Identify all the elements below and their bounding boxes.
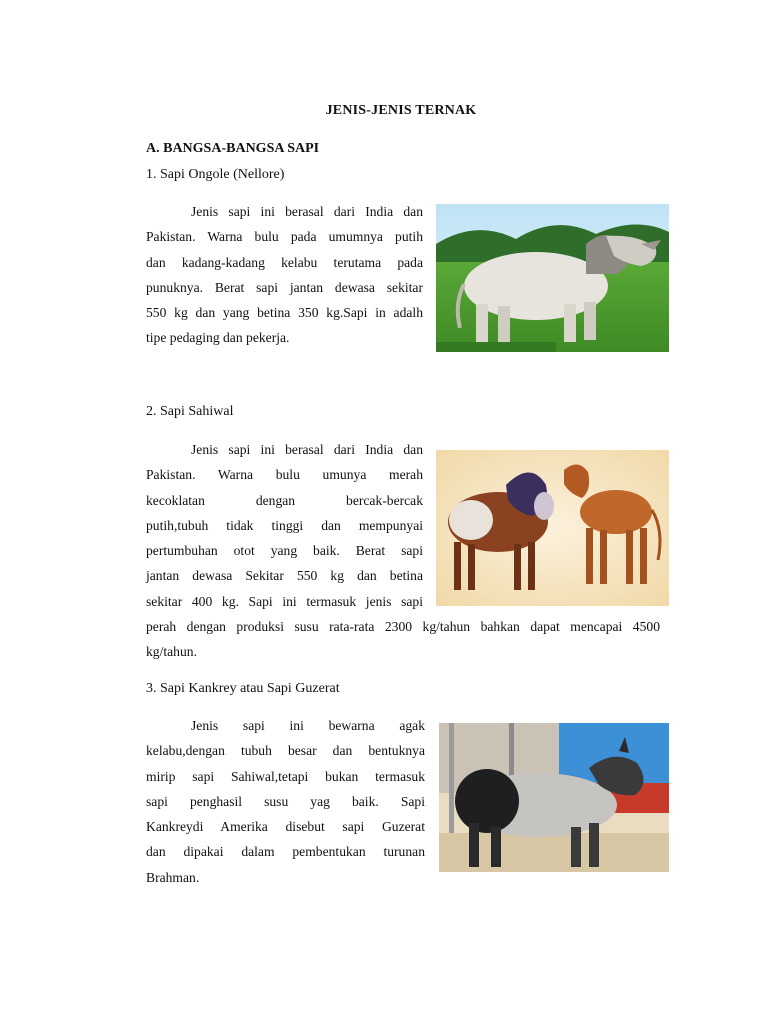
paragraph-line: jantan dewasa Sekitar 550 kg dan betina (146, 568, 423, 584)
paragraph-line: perah dengan produksi susu rata-rata 2300 kg/tahun bahkan dapat mencapai 4500 (146, 619, 660, 634)
ongole-cattle-photo (436, 204, 669, 352)
paragraph-line: sapi penghasil susu yag baik. Sapi (146, 793, 425, 809)
paragraph-line: Jenis sapi ini bewarna agak (191, 718, 425, 733)
paragraph-line: Jenis sapi ini berasal dari India dan (191, 442, 423, 457)
item-2-paragraph-continued (146, 614, 660, 665)
paragraph-line: Kankreydi Amerika disebut sapi Guzerat (146, 819, 425, 835)
item-3-heading: 3. Sapi Kankrey atau Sapi Guzerat (146, 681, 340, 696)
paragraph-line: Pakistan. Warna bulu umunya merah (146, 467, 423, 483)
section-heading: A. BANGSA-BANGSA SAPI (146, 141, 320, 156)
paragraph-line: mirip sapi Sahiwal,tetapi bukan termasuk (146, 768, 425, 784)
paragraph-line: pertumbuhan otot yang baik. Berat sapi (146, 543, 423, 559)
paragraph-line: dan dipakai dalam pembentukan turunan (146, 844, 425, 860)
paragraph-line: Pakistan. Warna bulu pada umumnya putih (146, 229, 423, 245)
page-title: JENIS-JENIS TERNAK (325, 103, 477, 118)
item-3-paragraph (146, 713, 425, 890)
item-1-paragraph (146, 199, 423, 351)
paragraph-line: sekitar 400 kg. Sapi ini termasuk jenis sapi (146, 593, 423, 609)
paragraph-line: putih,tubuh tidak tinggi dan mempunyai (146, 517, 423, 533)
paragraph-line: punuknya. Berat sapi jantan dewasa sekitar (146, 279, 423, 295)
paragraph-line: tipe pedaging dan pekerja. (146, 330, 290, 346)
paragraph-line: Jenis sapi ini berasal dari India dan (191, 204, 423, 219)
paragraph-line: Brahman. (146, 869, 200, 885)
paragraph-line: kelabu,dengan tubuh besar dan bentuknya (146, 743, 425, 759)
item-1-heading: 1. Sapi Ongole (Nellore) (146, 167, 285, 182)
kankrey-cattle-photo (439, 723, 669, 872)
item-2-heading: 2. Sapi Sahiwal (146, 404, 234, 419)
item-2-paragraph (146, 437, 423, 614)
sahiwal-cattle-photo (436, 450, 669, 606)
paragraph-line: dan kadang-kadang kelabu terutama pada (146, 254, 423, 270)
paragraph-line: 550 kg dan yang betina 350 kg.Sapi in adalh (146, 305, 423, 321)
paragraph-line: kg/tahun. (146, 644, 197, 660)
paragraph-line: kecoklatan dengan bercak-bercak (146, 492, 423, 508)
